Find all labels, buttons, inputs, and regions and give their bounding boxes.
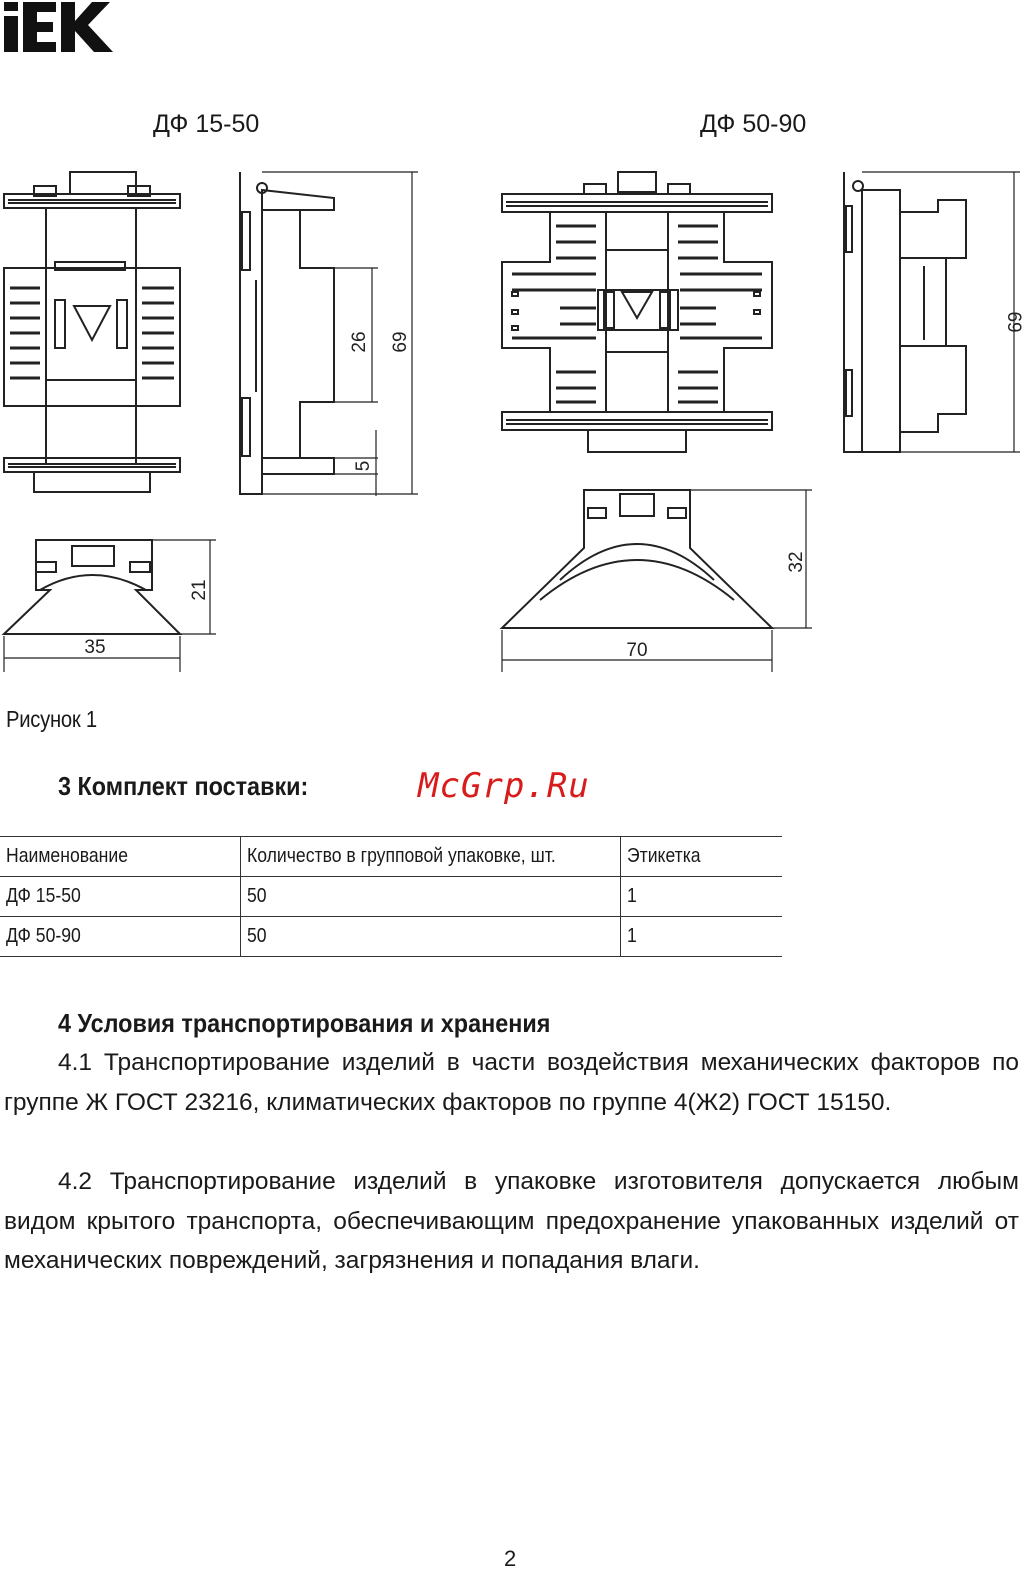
table-cell: 1 bbox=[620, 877, 782, 917]
dim-label-35: 35 bbox=[84, 637, 106, 658]
dim-label-26: 26 bbox=[349, 331, 370, 353]
df15-end-view bbox=[4, 540, 180, 634]
technical-drawing bbox=[0, 160, 1035, 690]
watermark: McGrp.Ru bbox=[418, 766, 590, 806]
df50-end-view bbox=[502, 490, 772, 628]
df50-front-view bbox=[502, 172, 772, 452]
figure-caption: Рисунок 1 bbox=[6, 706, 97, 732]
page-number: 2 bbox=[504, 1546, 517, 1571]
table-cell: ДФ 50-90 bbox=[0, 917, 240, 957]
section-3-title: 3 Комплект поставки: bbox=[58, 771, 309, 801]
dim-label-32: 32 bbox=[786, 551, 807, 573]
table-cell: 1 bbox=[620, 917, 782, 957]
table-header-cell: Количество в групповой упаковке, шт. bbox=[240, 837, 620, 877]
table-header-cell: Наименование bbox=[0, 837, 240, 877]
table-cell: 50 bbox=[240, 877, 620, 917]
iek-logo bbox=[4, 2, 116, 54]
paragraph-4-2-text: 4.2 Транспортирование изделий в упаковке изготовителя допускается любым видом крытого транспорта, обеспечивающим предохранение упакованных изделий от механических повреждений, загрязнения и попадания влаги. bbox=[4, 1168, 1019, 1274]
table-header-row bbox=[0, 837, 782, 877]
table-header-cell: Этикетка bbox=[620, 837, 782, 877]
figure-title-df-50-90: ДФ 50-90 bbox=[700, 110, 807, 138]
section-4-title: 4 Условия транспортирования и хранения bbox=[58, 1008, 551, 1038]
dim-label-69-left: 69 bbox=[390, 331, 411, 353]
df50-side-view bbox=[844, 172, 966, 452]
table-cell: ДФ 15-50 bbox=[0, 877, 240, 917]
paragraph-4-1 bbox=[4, 1043, 1019, 1122]
table-row bbox=[0, 877, 782, 917]
dim-label-21: 21 bbox=[189, 579, 210, 601]
delivery-table bbox=[0, 836, 782, 957]
table-row bbox=[0, 917, 782, 957]
dim-label-70: 70 bbox=[626, 640, 648, 661]
dim-label-69-right: 69 bbox=[1003, 311, 1024, 333]
paragraph-4-2 bbox=[4, 1162, 1019, 1281]
dim-label-5: 5 bbox=[353, 460, 374, 472]
table-cell: 50 bbox=[240, 917, 620, 957]
figure-title-df-15-50: ДФ 15-50 bbox=[153, 110, 260, 138]
df15-side-view bbox=[240, 172, 334, 494]
paragraph-4-1-text: 4.1 Транспортирование изделий в части воздействия механических факторов по группе Ж ГОСТ 23216, климатических факторов по группе 4(Ж2) ГОСТ 15150. bbox=[4, 1049, 1019, 1116]
